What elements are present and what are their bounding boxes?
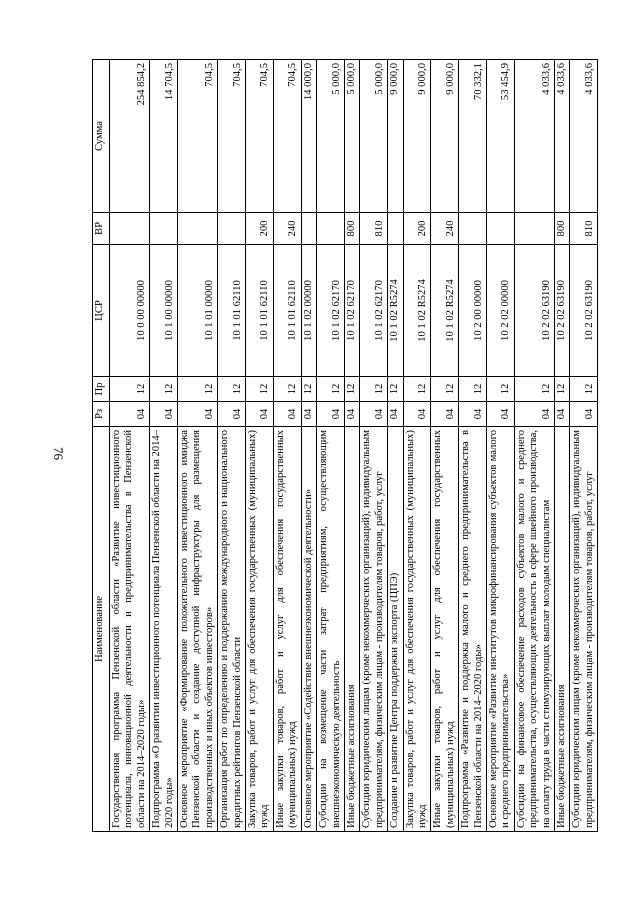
row-rz-cell: 04 <box>555 402 570 427</box>
row-sum-cell: 14 000,0 <box>301 60 316 213</box>
row-rz-cell: 04 <box>570 402 598 427</box>
row-csr-cell: 10 2 02 63190 <box>514 245 554 377</box>
table-row <box>388 60 403 832</box>
row-rz-cell: 04 <box>218 402 246 427</box>
table-row <box>301 60 316 832</box>
row-pr-cell: 12 <box>273 377 301 402</box>
table-row <box>555 60 570 832</box>
row-name-cell: Создание и развитие Центра поддержки экспорта (ЦПЭ) <box>388 427 403 832</box>
row-name-cell: Закупка товаров, работ и услуг для обеспечения государственных (муниципальных) нужд <box>246 427 274 832</box>
header-pr: Пр <box>93 377 110 402</box>
row-sum-cell: 704,5 <box>246 60 274 213</box>
row-vr-cell <box>388 213 403 245</box>
row-sum-cell: 704,5 <box>273 60 301 213</box>
row-name-cell: Основное мероприятие «Формирование положительного инвестиционного имиджа Пензенской области и создание доступной инфраструктуры для размещения производственных и иных объектов инвесторов» <box>178 427 218 832</box>
budget-table <box>92 59 598 832</box>
row-pr-cell: 12 <box>431 377 459 402</box>
row-sum-cell: 4 033,6 <box>555 60 570 213</box>
row-pr-cell: 12 <box>150 377 178 402</box>
row-sum-cell: 704,5 <box>178 60 218 213</box>
table-row <box>514 60 554 832</box>
row-pr-cell: 12 <box>178 377 218 402</box>
table-row <box>403 60 431 832</box>
row-csr-cell: 10 1 01 62110 <box>218 245 246 377</box>
table-row <box>246 60 274 832</box>
row-vr-cell <box>178 213 218 245</box>
row-name-cell: Основное мероприятие «Развитие институтов микрофинансирования субъектов малого и среднего предпринимательства» <box>486 427 514 832</box>
row-csr-cell: 10 2 02 63190 <box>555 245 570 377</box>
row-pr-cell: 12 <box>301 377 316 402</box>
row-csr-cell: 10 1 01 62110 <box>273 245 301 377</box>
row-pr-cell: 12 <box>246 377 274 402</box>
row-vr-cell: 200 <box>246 213 274 245</box>
row-pr-cell: 12 <box>388 377 403 402</box>
row-sum-cell: 5 000,0 <box>360 60 388 213</box>
table-row <box>486 60 514 832</box>
row-sum-cell: 704,5 <box>218 60 246 213</box>
row-csr-cell: 10 1 01 62110 <box>246 245 274 377</box>
row-csr-cell: 10 0 00 00000 <box>110 245 150 377</box>
row-pr-cell: 12 <box>570 377 598 402</box>
row-rz-cell: 04 <box>486 402 514 427</box>
row-sum-cell: 14 704,5 <box>150 60 178 213</box>
table-row <box>273 60 301 832</box>
row-vr-cell <box>301 213 316 245</box>
row-sum-cell: 9 000,0 <box>403 60 431 213</box>
row-csr-cell: 10 2 00 00000 <box>459 245 487 377</box>
row-vr-cell <box>150 213 178 245</box>
table-row <box>110 60 150 832</box>
row-rz-cell: 04 <box>360 402 388 427</box>
row-sum-cell: 70 332,1 <box>459 60 487 213</box>
row-name-cell: Основное мероприятие «Содействие внешнеэкономической деятельности» <box>301 427 316 832</box>
row-rz-cell: 04 <box>301 402 316 427</box>
table-row <box>150 60 178 832</box>
row-rz-cell: 04 <box>514 402 554 427</box>
row-sum-cell: 254 854,2 <box>110 60 150 213</box>
row-name-cell: Иные бюджетные ассигнования <box>555 427 570 832</box>
row-name-cell: Субсидии юридическим лицам (кроме некоммерческих организаций), индивидуальным предпринимателям, физическим лицам - производителям товаров, работ, услуг <box>360 427 388 832</box>
table-row <box>431 60 459 832</box>
row-name-cell: Государственная программа Пензенской области «Развитие инвестиционного потенциала, инновационной деятельности и предпринимательства в Пензенской области на 2014–2020 годы» <box>110 427 150 832</box>
row-csr-cell: 10 2 02 63190 <box>570 245 598 377</box>
row-name-cell: Подпрограмма «Развитие и поддержка малого и среднего предпринимательства в Пензенской области на 2014–2020 годы» <box>459 427 487 832</box>
row-rz-cell: 04 <box>403 402 431 427</box>
row-rz-cell: 04 <box>459 402 487 427</box>
row-rz-cell: 04 <box>431 402 459 427</box>
row-pr-cell: 12 <box>218 377 246 402</box>
header-csr: ЦСР <box>93 245 110 377</box>
row-vr-cell <box>317 213 345 245</box>
row-sum-cell: 9 000,0 <box>388 60 403 213</box>
header-sum: Сумма <box>93 60 110 213</box>
row-vr-cell <box>110 213 150 245</box>
row-rz-cell: 04 <box>246 402 274 427</box>
table-row <box>344 60 359 832</box>
row-sum-cell: 5 000,0 <box>344 60 359 213</box>
row-vr-cell <box>486 213 514 245</box>
row-vr-cell <box>459 213 487 245</box>
row-pr-cell: 12 <box>344 377 359 402</box>
row-name-cell: Иные закупки товаров, работ и услуг для обеспечения государственных (муниципальных) нужд <box>273 427 301 832</box>
row-vr-cell: 810 <box>570 213 598 245</box>
row-csr-cell: 10 1 02 62170 <box>317 245 345 377</box>
row-rz-cell: 04 <box>344 402 359 427</box>
row-rz-cell: 04 <box>110 402 150 427</box>
page-number: 76 <box>51 446 66 460</box>
table-row <box>360 60 388 832</box>
row-csr-cell: 10 1 02 62170 <box>360 245 388 377</box>
header-vr: ВР <box>93 213 110 245</box>
row-sum-cell: 53 454,9 <box>486 60 514 213</box>
row-name-cell: Организация работ по определению и поддержанию международного и национального кредитных рейтингов Пензенской области <box>218 427 246 832</box>
row-name-cell: Подпрограмма «О развитии инвестиционного потенциала Пензенской области на 2014–2020 годы» <box>150 427 178 832</box>
row-csr-cell: 10 1 02 00000 <box>301 245 316 377</box>
row-csr-cell: 10 1 02 R5274 <box>403 245 431 377</box>
row-vr-cell <box>514 213 554 245</box>
table-body <box>110 60 598 832</box>
row-name-cell: Субсидии на возмещение части затрат предприятиям, осуществляющим внешнеэкономическую деятельность <box>317 427 345 832</box>
row-pr-cell: 12 <box>459 377 487 402</box>
row-rz-cell: 04 <box>178 402 218 427</box>
row-pr-cell: 12 <box>317 377 345 402</box>
header-name: Наименование <box>93 427 110 832</box>
row-vr-cell: 200 <box>403 213 431 245</box>
row-pr-cell: 12 <box>555 377 570 402</box>
row-csr-cell: 10 1 02 R5274 <box>431 245 459 377</box>
row-csr-cell: 10 1 02 R5274 <box>388 245 403 377</box>
row-vr-cell: 240 <box>431 213 459 245</box>
budget-table-frame <box>92 60 595 832</box>
row-csr-cell: 10 1 00 00000 <box>150 245 178 377</box>
row-csr-cell: 10 1 02 62170 <box>344 245 359 377</box>
row-rz-cell: 04 <box>388 402 403 427</box>
table-row <box>459 60 487 832</box>
row-pr-cell: 12 <box>514 377 554 402</box>
row-name-cell: Иные закупки товаров, работ и услуг для обеспечения государственных (муниципальных) нужд <box>431 427 459 832</box>
table-row <box>570 60 598 832</box>
row-pr-cell: 12 <box>110 377 150 402</box>
table-row <box>317 60 345 832</box>
row-name-cell: Субсидии на финансовое обеспечение расходов субъектов малого и среднего предпринимательства, осуществляющих деятельность в сфере швейного производства, на оплату труда в части стимулирующих выплат молодым специалистам <box>514 427 554 832</box>
row-sum-cell: 4 033,6 <box>514 60 554 213</box>
row-pr-cell: 12 <box>360 377 388 402</box>
row-sum-cell: 4 033,6 <box>570 60 598 213</box>
header-rz: Рз <box>93 402 110 427</box>
row-name-cell: Закупка товаров, работ и услуг для обеспечения государственных (муниципальных) нужд <box>403 427 431 832</box>
row-sum-cell: 9 000,0 <box>431 60 459 213</box>
row-vr-cell <box>218 213 246 245</box>
row-vr-cell: 240 <box>273 213 301 245</box>
row-pr-cell: 12 <box>486 377 514 402</box>
table-row <box>178 60 218 832</box>
row-rz-cell: 04 <box>150 402 178 427</box>
table-header-row <box>93 60 110 832</box>
row-name-cell: Субсидии юридическим лицам (кроме некоммерческих организаций), индивидуальным предпринимателям, физическим лицам - производителям товаров, работ, услуг <box>570 427 598 832</box>
row-vr-cell: 810 <box>360 213 388 245</box>
row-csr-cell: 10 1 01 00000 <box>178 245 218 377</box>
row-sum-cell: 5 000,0 <box>317 60 345 213</box>
row-vr-cell: 800 <box>344 213 359 245</box>
row-name-cell: Иные бюджетные ассигнования <box>344 427 359 832</box>
row-pr-cell: 12 <box>403 377 431 402</box>
row-vr-cell: 800 <box>555 213 570 245</box>
row-rz-cell: 04 <box>317 402 345 427</box>
table-row <box>218 60 246 832</box>
row-rz-cell: 04 <box>273 402 301 427</box>
row-csr-cell: 10 2 02 00000 <box>486 245 514 377</box>
